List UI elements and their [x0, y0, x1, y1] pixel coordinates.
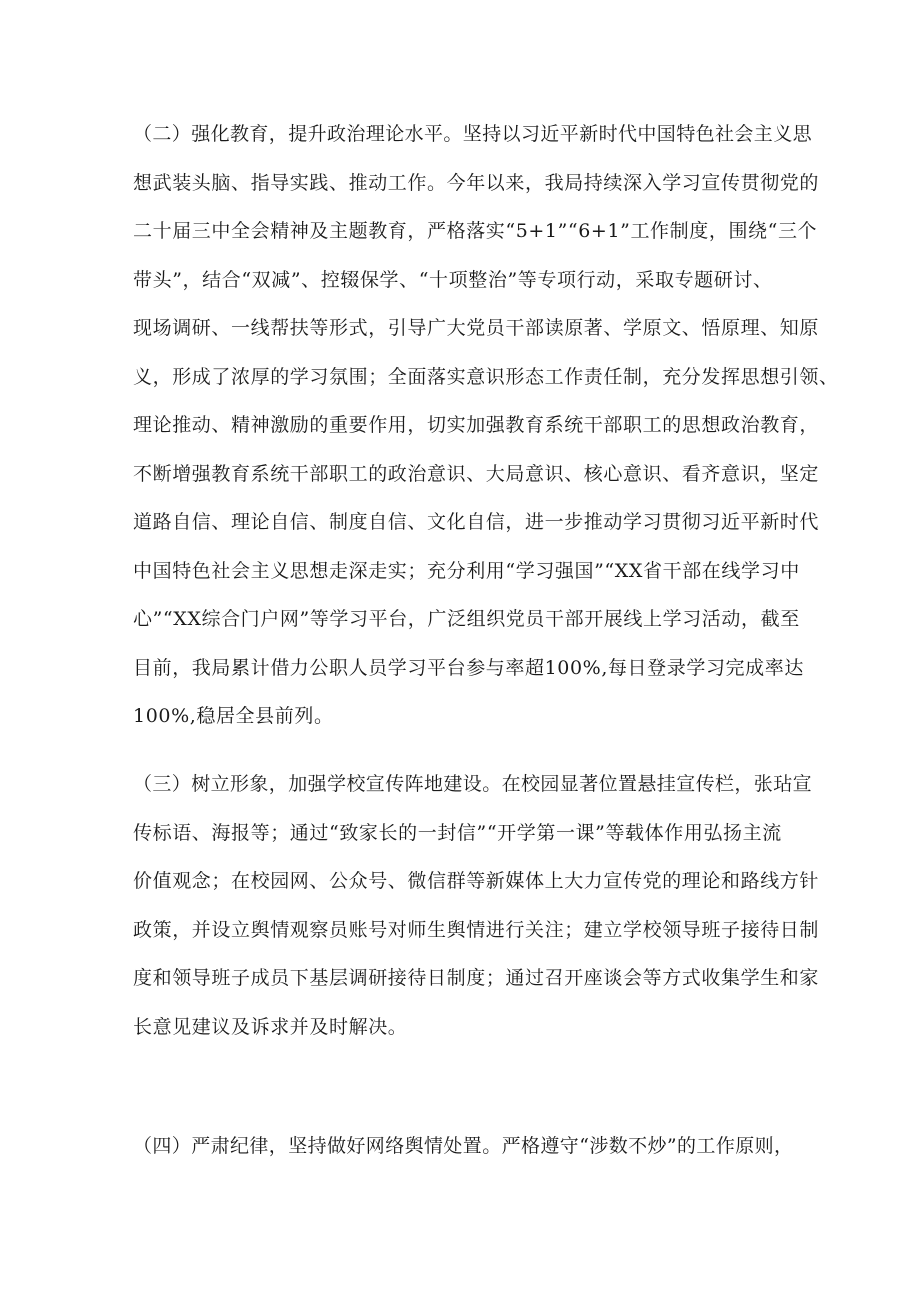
paragraph-line: 政策，并设立舆情观察员账号对师生舆情进行关注；建立学校领导班子接待日制 [133, 918, 820, 941]
paragraph-line: 道路自信、理论自信、制度自信、文化自信，进一步推动学习贯彻习近平新时代 [133, 511, 820, 533]
paragraph-line: 心”“XX综合门户网”等学习平台，广泛组织党员干部开展线上学习活动，截至 [133, 608, 800, 630]
paragraph-line: 长意见建议及诉求并及时解决。 [133, 1015, 408, 1038]
paragraph-line: 义，形成了浓厚的学习氛围；全面落实意识形态工作责任制，充分发挥思想引领、 [133, 365, 839, 388]
paragraph-line: 价值观念；在校园网、公众号、微信群等新媒体上大力宣传党的理论和路线方针 [133, 870, 820, 892]
paragraph-section-3 [133, 760, 820, 1051]
paragraph-line: 100%,稳居全县前列。 [133, 705, 334, 727]
paragraph-line: （三）树立形象，加强学校宣传阵地建设。在校园显著位置悬挂宣传栏，张玷宣 [133, 773, 813, 795]
paragraph-line: 理论推动、精神激励的重要作用，切实加强教育系统干部职工的思想政治教育， [133, 414, 820, 436]
paragraph-line: 中国特色社会主义思想走深走实；充分利用“学习强国”“XX省干部在线学习中 [133, 559, 800, 582]
paragraph-line: 现场调研、一线帮扶等形式，引导广大党员干部读原著、学原文、悟原理、知原 [133, 317, 820, 339]
paragraph-line: 带头”，结合“双减”、控辍保学、“十项整治”等专项行动，采取专题研讨、 [133, 268, 773, 291]
paragraph-section-4 [133, 1122, 813, 1171]
paragraph-section-2 [133, 110, 839, 741]
paragraph-line: （四）严肃纪律，坚持做好网络舆情处置。严格遵守“涉数不炒”的工作原则， [133, 1135, 794, 1157]
paragraph-line: （二）强化教育，提升政治理论水平。坚持以习近平新时代中国特色社会主义思 [133, 123, 813, 145]
paragraph-line: 想武装头脑、指导实践、推动工作。今年以来，我局持续深入学习宣传贯彻党的 [133, 171, 820, 194]
paragraph-line: 度和领导班子成员下基层调研接待日制度；通过召开座谈会等方式收集学生和家 [133, 967, 820, 989]
paragraph-line: 目前，我局累计借力公职人员学习平台参与率超100%,每日登录学习完成率达 [133, 656, 804, 679]
paragraph-line: 不断增强教育系统干部职工的政治意识、大局意识、核心意识、看齐意识，坚定 [133, 462, 820, 485]
paragraph-line: 传标语、海报等；通过“致家长的一封信”“开学第一课”等载体作用弘扬主流 [133, 821, 782, 844]
paragraph-line: 二十届三中全会精神及主题教育，严格落实“5+1”“6+1”工作制度，围绕“三个 [133, 220, 818, 242]
